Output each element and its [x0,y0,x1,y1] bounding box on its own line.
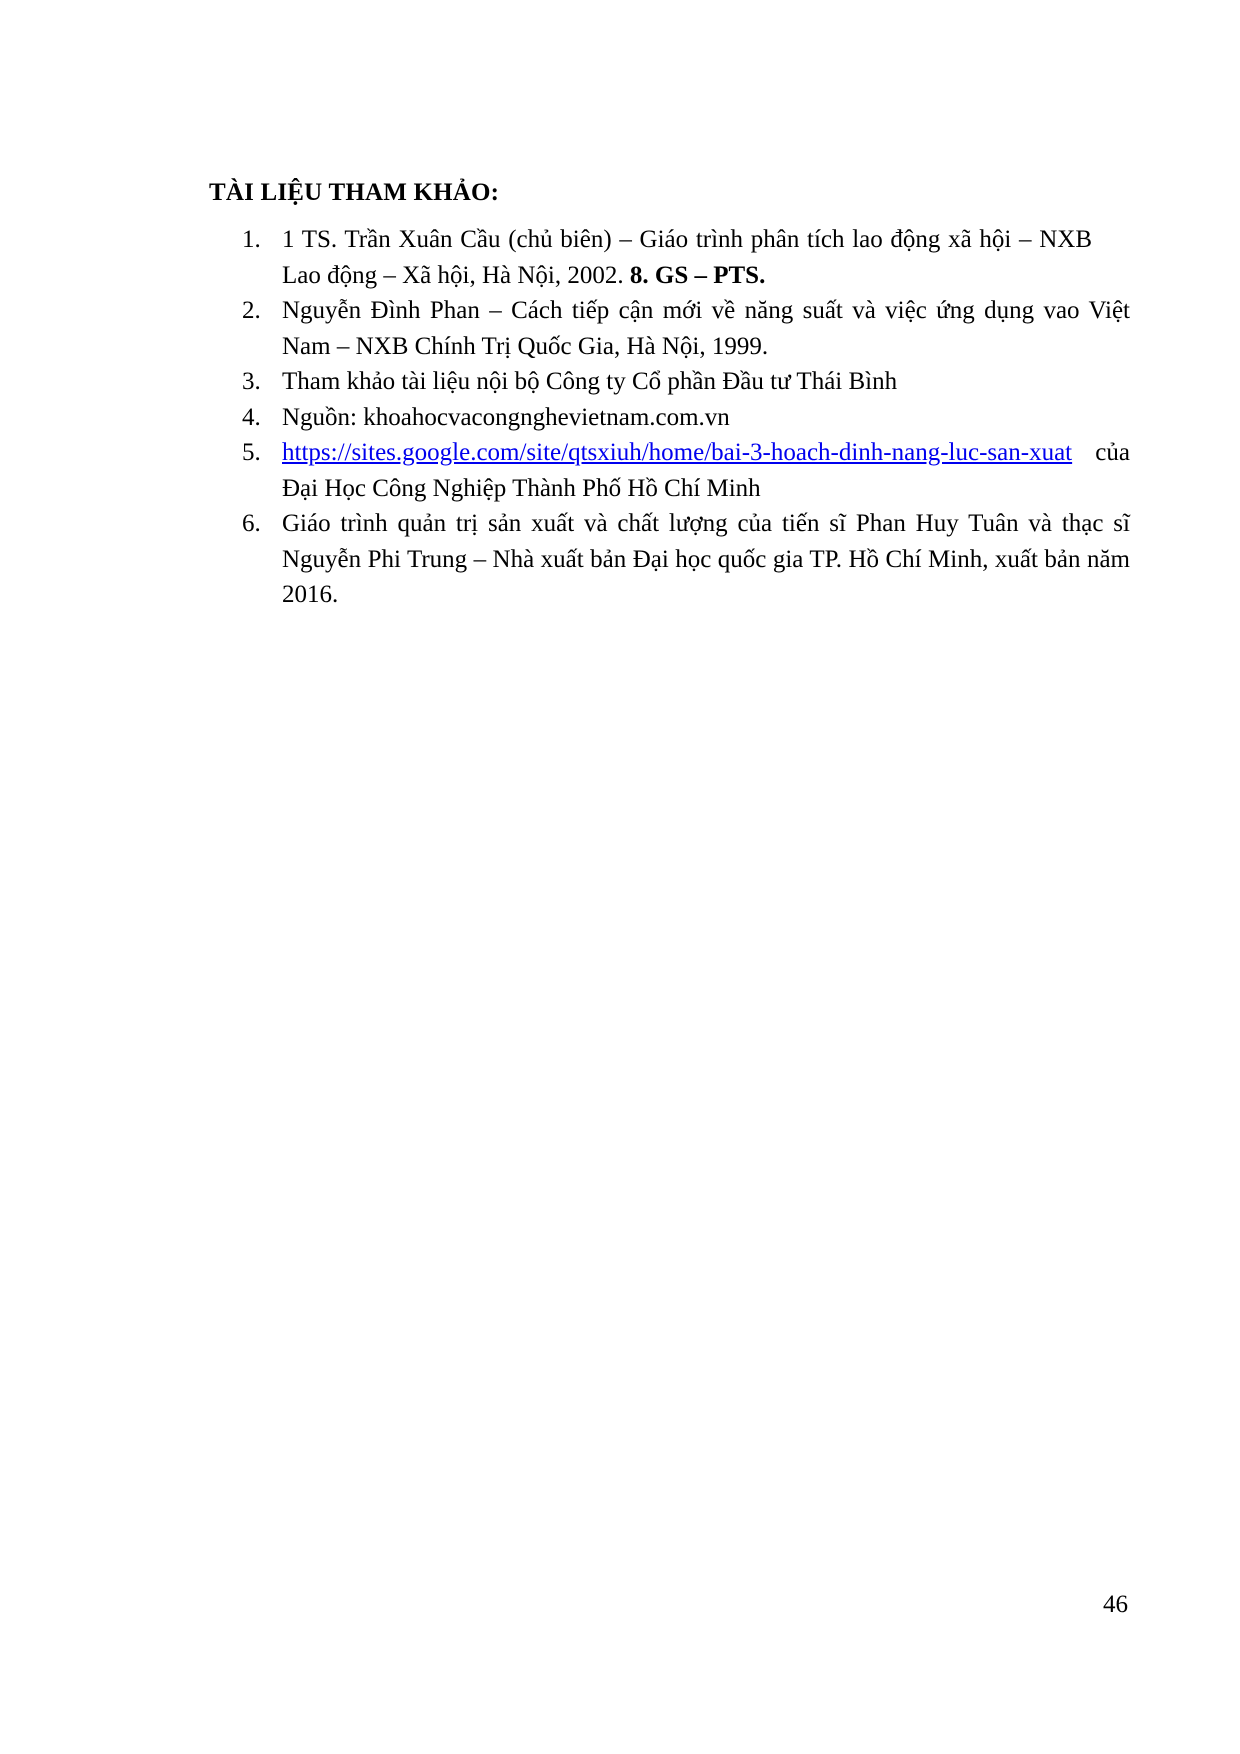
reference-number: 4. [242,403,261,431]
reference-number: 3. [242,368,261,395]
reference-number: 2. [242,297,261,324]
reference-text: Nguyễn Đình Phan – Cách tiếp cận mới về năng suất và việc ứng dụng vao Việt Nam – NXB Chính Trị Quốc Gia, Hà Nội, 1999. [282,297,1130,360]
reference-text: Tham khảo tài liệu nội bộ Công ty Cổ phần Đầu tư Thái Bình [282,368,898,395]
reference-text: Giáo trình quản trị sản xuất và chất lượng của tiến sĩ Phan Huy Tuân và thạc sĩ Nguyễn Phi Trung – Nhà xuất bản Đại học quốc gia TP. Hồ Chí Minh, xuất bản năm 2016. [282,510,1130,608]
reference-item-2 [242,293,1130,364]
reference-number: 1. [242,226,261,253]
reference-item-5 [242,435,1130,506]
reference-item-3 [242,364,1130,400]
reference-item-4 [242,400,1130,436]
references-list [242,222,1130,613]
reference-link[interactable]: https://sites.google.com/site/qtsxiuh/home/bai-3-hoach-dinh-nang-luc-san-xuat [282,439,1073,466]
reference-text-continued: Lao động – Xã hội, Hà Nội, 2002. [282,261,624,289]
reference-number: 5. [242,439,261,466]
reference-text: 1 TS. Trần Xuân Cầu (chủ biên) – Giáo trình phân tích lao động xã hội – NXB [282,226,1092,253]
references-heading: TÀI LIỆU THAM KHẢO: [209,179,500,206]
page-number: 46 [1103,1591,1128,1618]
reference-number: 6. [242,510,261,537]
reference-item-1 [242,222,1130,293]
reference-text: của Đại Học Công Nghiệp Thành Phố Hồ Chí Minh [282,439,1130,502]
reference-bold-text: 8. GS – PTS. [629,261,766,289]
reference-item-6 [242,506,1130,613]
reference-text: Nguồn: khoahocvacongnghevietnam.com.vn [282,403,730,431]
